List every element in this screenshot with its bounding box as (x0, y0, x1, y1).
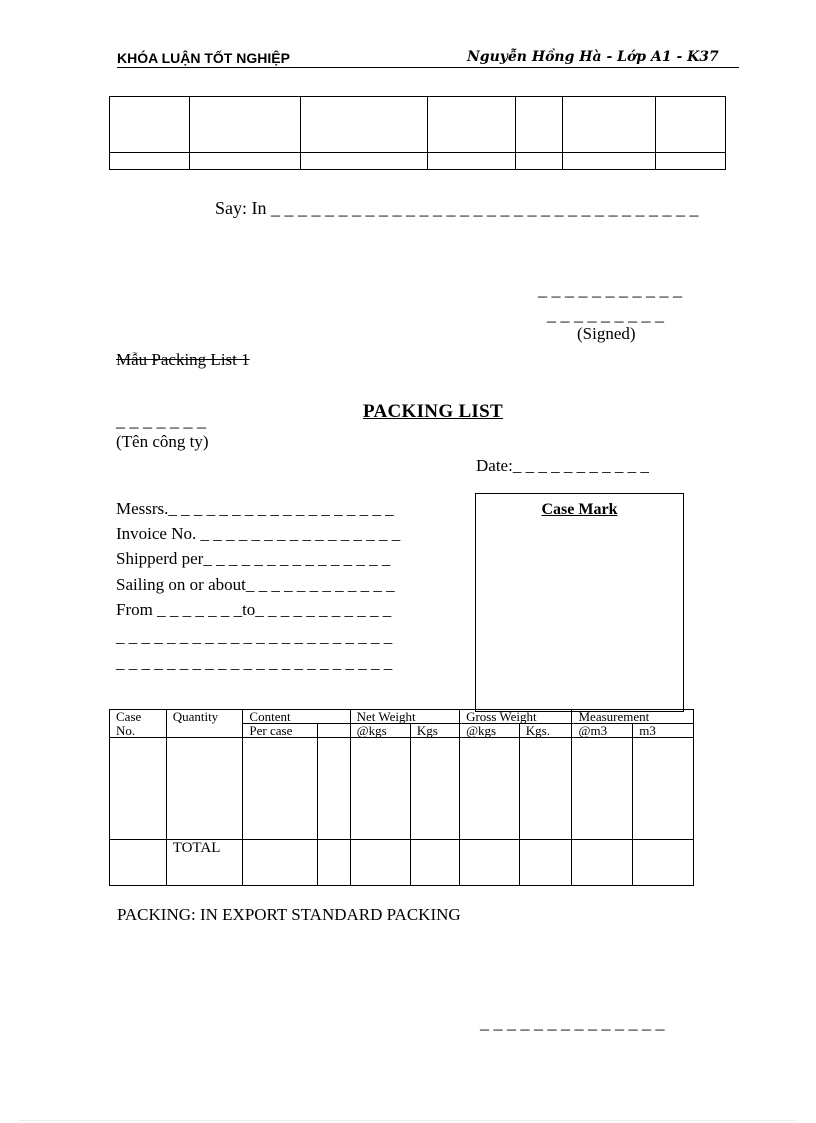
date-field: Date:_ _ _ _ _ _ _ _ _ _ _ (476, 456, 649, 475)
th-net-weight: Net Weight (350, 710, 459, 724)
blank-line-2: _ _ _ _ _ _ _ _ _ _ _ _ _ _ _ _ _ _ _ _ _ _ (116, 653, 393, 672)
th-quantity: Quantity (166, 710, 243, 724)
document-title: PACKING LIST (363, 401, 503, 422)
blank-line-1: _ _ _ _ _ _ _ _ _ _ _ _ _ _ _ _ _ _ _ _ _ _ (116, 627, 393, 646)
th-measurement: Measurement (572, 710, 694, 724)
messrs-field: Messrs._ _ _ _ _ _ _ _ _ _ _ _ _ _ _ _ _ _ (116, 499, 394, 518)
th-gross-at-kgs: @kgs (460, 724, 520, 738)
bottom-signature-line: _ _ _ _ _ _ _ _ _ _ _ _ _ _ (480, 1012, 665, 1032)
sample-label: Mẫu Packing List 1 (116, 350, 250, 369)
case-mark-box (475, 493, 684, 712)
signed-label: (Signed) (577, 324, 636, 343)
th-gross-weight: Gross Weight (460, 710, 572, 724)
page-bottom-divider (20, 1120, 796, 1121)
case-mark-title: Case Mark (541, 501, 618, 518)
signature-line-1: _ _ _ _ _ _ _ _ _ _ _ (538, 279, 682, 299)
say-in-line: Say: In _ _ _ _ _ _ _ _ _ _ _ _ _ _ _ _ _ _ _ _ _ _ _ _ _ _ _ _ _ _ _ _ (215, 198, 699, 218)
signature-line-2: _ _ _ _ _ _ _ _ _ (547, 304, 664, 324)
from-to-field: From _ _ _ _ _ _ _to_ _ _ _ _ _ _ _ _ _ _ (116, 600, 392, 619)
previous-page-table (109, 96, 726, 170)
sailing-date-field: Sailing on or about_ _ _ _ _ _ _ _ _ _ _ _ (116, 575, 395, 594)
th-per-case: Per case (243, 724, 317, 738)
company-name-blank: _ _ _ _ _ _ _ (116, 410, 206, 430)
th-at-m3: @m3 (572, 724, 633, 738)
header-rule (117, 67, 739, 68)
th-case-no-2: No. (110, 724, 167, 738)
th-case-no: Case (110, 710, 167, 724)
total-row (110, 840, 694, 886)
th-gross-kgs: Kgs. (519, 724, 572, 738)
header-right-author: Nguyễn Hồng Hà - Lớp A1 - K37 (467, 49, 719, 65)
th-net-kgs: Kgs (410, 724, 459, 738)
packing-note: PACKING: IN EXPORT STANDARD PACKING (117, 905, 461, 924)
table-row (110, 738, 694, 840)
packing-table (109, 709, 694, 886)
total-label: TOTAL (166, 840, 243, 886)
th-content: Content (243, 710, 350, 724)
shipped-per-field: Shipperd per_ _ _ _ _ _ _ _ _ _ _ _ _ _ _ (116, 549, 391, 568)
th-net-at-kgs: @kgs (350, 724, 410, 738)
company-label: (Tên công ty) (116, 432, 209, 451)
th-m3: m3 (633, 724, 694, 738)
header-left-title: KHÓA LUẬN TỐT NGHIỆP (117, 50, 290, 66)
invoice-no-field: Invoice No. _ _ _ _ _ _ _ _ _ _ _ _ _ _ _ _ (116, 524, 401, 543)
